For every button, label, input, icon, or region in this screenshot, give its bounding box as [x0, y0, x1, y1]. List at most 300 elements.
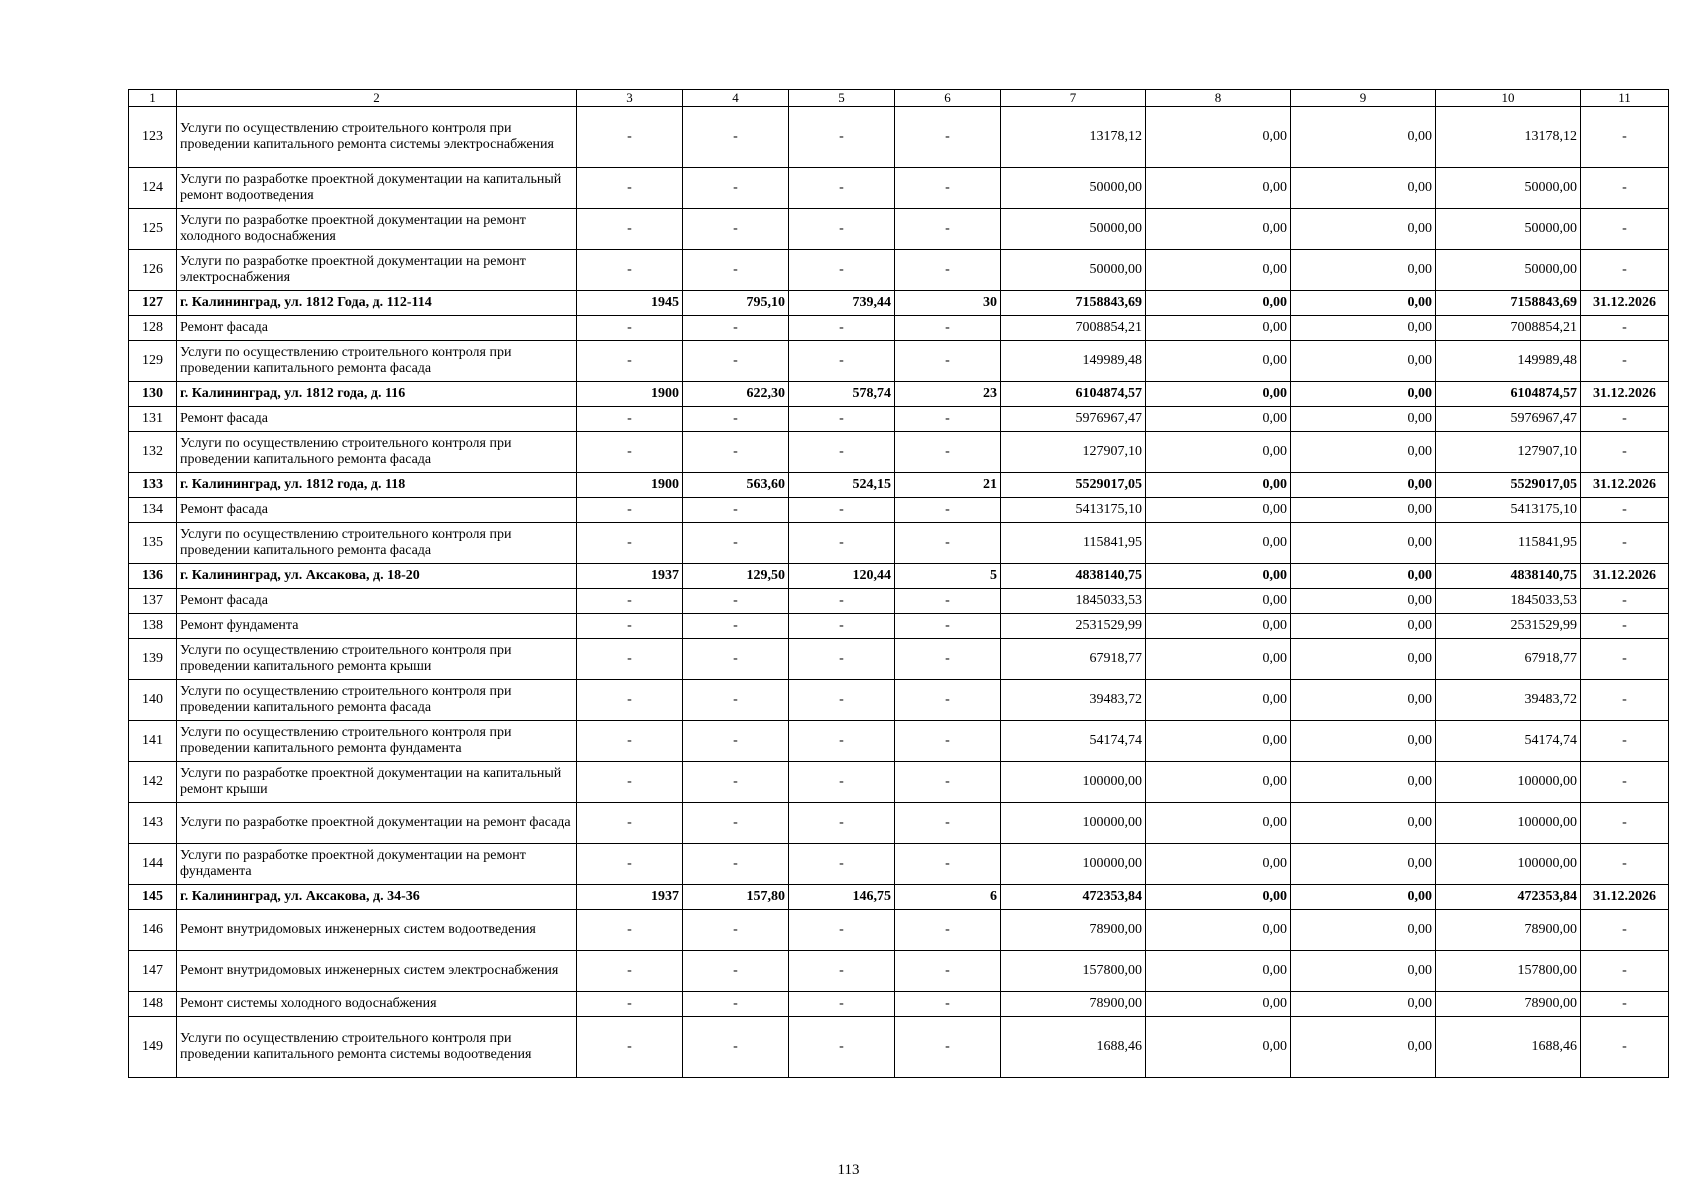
table-row: [129, 639, 1669, 680]
col9-value: 0,00: [1291, 680, 1436, 721]
col7-value: 2531529,99: [1001, 614, 1146, 639]
col7-value: 5976967,47: [1001, 407, 1146, 432]
table-row: [129, 523, 1669, 564]
col7-value: 13178,12: [1001, 107, 1146, 168]
col7-value: 7158843,69: [1001, 291, 1146, 316]
col10-value: 157800,00: [1436, 951, 1581, 992]
col8-value: 0,00: [1146, 721, 1291, 762]
col4-value: -: [683, 589, 789, 614]
row-name: Услуги по разработке проектной документации на капитальный ремонт крыши: [177, 762, 577, 803]
row-name: Ремонт фасада: [177, 498, 577, 523]
col11-value: 31.12.2026: [1581, 473, 1669, 498]
col4-value: -: [683, 639, 789, 680]
col3-value: -: [577, 316, 683, 341]
col6-value: -: [895, 316, 1001, 341]
col9-value: 0,00: [1291, 885, 1436, 910]
table-row: [129, 432, 1669, 473]
col11-value: -: [1581, 250, 1669, 291]
col10-value: 100000,00: [1436, 762, 1581, 803]
col9-value: 0,00: [1291, 407, 1436, 432]
row-name: Ремонт фасада: [177, 407, 577, 432]
row-name: Услуги по разработке проектной документации на капитальный ремонт водоотведения: [177, 168, 577, 209]
row-number: 133: [129, 473, 177, 498]
table-row: [129, 168, 1669, 209]
col4-value: 563,60: [683, 473, 789, 498]
col4-value: 795,10: [683, 291, 789, 316]
col9-value: 0,00: [1291, 432, 1436, 473]
col4-value: -: [683, 951, 789, 992]
col10-value: 78900,00: [1436, 910, 1581, 951]
col10-value: 1845033,53: [1436, 589, 1581, 614]
table-row: [129, 107, 1669, 168]
col11-value: -: [1581, 589, 1669, 614]
table-row: [129, 910, 1669, 951]
col4-value: 622,30: [683, 382, 789, 407]
row-name: Услуги по осуществлению строительного контроля при проведении капитального ремонта фасада: [177, 341, 577, 382]
col5-value: -: [789, 589, 895, 614]
col10-value: 39483,72: [1436, 680, 1581, 721]
col6-value: 30: [895, 291, 1001, 316]
row-number: 145: [129, 885, 177, 910]
col8-value: 0,00: [1146, 844, 1291, 885]
row-name: Ремонт фасада: [177, 316, 577, 341]
row-name: г. Калининград, ул. Аксакова, д. 18-20: [177, 564, 577, 589]
col8-value: 0,00: [1146, 589, 1291, 614]
row-number: 143: [129, 803, 177, 844]
col4-value: -: [683, 168, 789, 209]
col5-value: -: [789, 209, 895, 250]
col3-value: -: [577, 407, 683, 432]
column-header: 11: [1581, 90, 1669, 107]
row-number: 130: [129, 382, 177, 407]
col5-value: 578,74: [789, 382, 895, 407]
col10-value: 115841,95: [1436, 523, 1581, 564]
col9-value: 0,00: [1291, 762, 1436, 803]
col4-value: -: [683, 209, 789, 250]
col5-value: 120,44: [789, 564, 895, 589]
col10-value: 4838140,75: [1436, 564, 1581, 589]
col3-value: -: [577, 639, 683, 680]
col4-value: -: [683, 407, 789, 432]
col7-value: 39483,72: [1001, 680, 1146, 721]
col3-value: -: [577, 209, 683, 250]
row-number: 144: [129, 844, 177, 885]
column-header: 8: [1146, 90, 1291, 107]
col6-value: -: [895, 1017, 1001, 1078]
col4-value: -: [683, 432, 789, 473]
table-row: [129, 680, 1669, 721]
row-name: Ремонт системы холодного водоснабжения: [177, 992, 577, 1017]
col7-value: 157800,00: [1001, 951, 1146, 992]
col9-value: 0,00: [1291, 473, 1436, 498]
col3-value: -: [577, 762, 683, 803]
table-row: [129, 721, 1669, 762]
col11-value: -: [1581, 209, 1669, 250]
col11-value: -: [1581, 168, 1669, 209]
col8-value: 0,00: [1146, 316, 1291, 341]
col6-value: -: [895, 168, 1001, 209]
address-row: [129, 564, 1669, 589]
address-row: [129, 473, 1669, 498]
col9-value: 0,00: [1291, 291, 1436, 316]
col7-value: 4838140,75: [1001, 564, 1146, 589]
register-table-container: [128, 89, 1668, 1078]
col10-value: 472353,84: [1436, 885, 1581, 910]
column-header: 7: [1001, 90, 1146, 107]
row-number: 129: [129, 341, 177, 382]
col10-value: 127907,10: [1436, 432, 1581, 473]
col6-value: -: [895, 639, 1001, 680]
col6-value: -: [895, 250, 1001, 291]
col5-value: -: [789, 762, 895, 803]
table-row: [129, 992, 1669, 1017]
col9-value: 0,00: [1291, 614, 1436, 639]
row-number: 128: [129, 316, 177, 341]
row-number: 135: [129, 523, 177, 564]
col8-value: 0,00: [1146, 407, 1291, 432]
col8-value: 0,00: [1146, 523, 1291, 564]
col8-value: 0,00: [1146, 168, 1291, 209]
col8-value: 0,00: [1146, 614, 1291, 639]
col11-value: -: [1581, 316, 1669, 341]
col11-value: 31.12.2026: [1581, 564, 1669, 589]
row-number: 146: [129, 910, 177, 951]
col10-value: 78900,00: [1436, 992, 1581, 1017]
col11-value: 31.12.2026: [1581, 291, 1669, 316]
col8-value: 0,00: [1146, 250, 1291, 291]
col3-value: -: [577, 341, 683, 382]
col6-value: -: [895, 680, 1001, 721]
col8-value: 0,00: [1146, 910, 1291, 951]
col5-value: -: [789, 498, 895, 523]
row-name: Услуги по осуществлению строительного контроля при проведении капитального ремонта системы водоотведения: [177, 1017, 577, 1078]
col11-value: -: [1581, 721, 1669, 762]
col8-value: 0,00: [1146, 1017, 1291, 1078]
col4-value: -: [683, 844, 789, 885]
col7-value: 100000,00: [1001, 762, 1146, 803]
col10-value: 5976967,47: [1436, 407, 1581, 432]
row-number: 134: [129, 498, 177, 523]
col6-value: -: [895, 341, 1001, 382]
col3-value: -: [577, 951, 683, 992]
col11-value: -: [1581, 680, 1669, 721]
col5-value: -: [789, 721, 895, 762]
col9-value: 0,00: [1291, 316, 1436, 341]
row-number: 141: [129, 721, 177, 762]
col6-value: -: [895, 432, 1001, 473]
col5-value: -: [789, 168, 895, 209]
table-row: [129, 498, 1669, 523]
col4-value: -: [683, 803, 789, 844]
col8-value: 0,00: [1146, 803, 1291, 844]
col4-value: -: [683, 250, 789, 291]
col4-value: -: [683, 762, 789, 803]
col9-value: 0,00: [1291, 209, 1436, 250]
col7-value: 5413175,10: [1001, 498, 1146, 523]
col6-value: -: [895, 721, 1001, 762]
col4-value: -: [683, 523, 789, 564]
col9-value: 0,00: [1291, 992, 1436, 1017]
col5-value: -: [789, 951, 895, 992]
row-number: 126: [129, 250, 177, 291]
col3-value: -: [577, 680, 683, 721]
col11-value: -: [1581, 498, 1669, 523]
col6-value: -: [895, 523, 1001, 564]
row-number: 138: [129, 614, 177, 639]
col6-value: -: [895, 951, 1001, 992]
col9-value: 0,00: [1291, 382, 1436, 407]
col11-value: -: [1581, 803, 1669, 844]
col7-value: 50000,00: [1001, 209, 1146, 250]
col3-value: -: [577, 589, 683, 614]
col3-value: -: [577, 432, 683, 473]
table-row: [129, 951, 1669, 992]
col11-value: -: [1581, 639, 1669, 680]
col9-value: 0,00: [1291, 844, 1436, 885]
col7-value: 1688,46: [1001, 1017, 1146, 1078]
row-name: Услуги по разработке проектной документации на ремонт фундамента: [177, 844, 577, 885]
col9-value: 0,00: [1291, 523, 1436, 564]
column-header: 9: [1291, 90, 1436, 107]
col3-value: -: [577, 803, 683, 844]
col3-value: 1937: [577, 564, 683, 589]
row-number: 132: [129, 432, 177, 473]
col7-value: 50000,00: [1001, 250, 1146, 291]
col10-value: 67918,77: [1436, 639, 1581, 680]
col10-value: 2531529,99: [1436, 614, 1581, 639]
col5-value: -: [789, 407, 895, 432]
col5-value: -: [789, 614, 895, 639]
col5-value: -: [789, 639, 895, 680]
col5-value: -: [789, 680, 895, 721]
column-header: 1: [129, 90, 177, 107]
col11-value: -: [1581, 844, 1669, 885]
col3-value: 1900: [577, 473, 683, 498]
row-name: Ремонт внутридомовых инженерных систем электроснабжения: [177, 951, 577, 992]
row-name: Услуги по разработке проектной документации на ремонт фасада: [177, 803, 577, 844]
col3-value: -: [577, 910, 683, 951]
column-number-header-row: [129, 90, 1669, 107]
col3-value: -: [577, 250, 683, 291]
col6-value: 5: [895, 564, 1001, 589]
col3-value: 1937: [577, 885, 683, 910]
row-name: Ремонт фасада: [177, 589, 577, 614]
col6-value: -: [895, 589, 1001, 614]
col9-value: 0,00: [1291, 107, 1436, 168]
table-row: [129, 1017, 1669, 1078]
row-number: 127: [129, 291, 177, 316]
row-name: Услуги по разработке проектной документации на ремонт электроснабжения: [177, 250, 577, 291]
table-row: [129, 209, 1669, 250]
col7-value: 78900,00: [1001, 910, 1146, 951]
col7-value: 100000,00: [1001, 844, 1146, 885]
table-row: [129, 316, 1669, 341]
col6-value: 23: [895, 382, 1001, 407]
col8-value: 0,00: [1146, 107, 1291, 168]
col11-value: -: [1581, 341, 1669, 382]
col5-value: -: [789, 250, 895, 291]
col5-value: 739,44: [789, 291, 895, 316]
row-name: Услуги по осуществлению строительного контроля при проведении капитального ремонта фасада: [177, 523, 577, 564]
col5-value: -: [789, 910, 895, 951]
col9-value: 0,00: [1291, 589, 1436, 614]
address-row: [129, 291, 1669, 316]
row-number: 149: [129, 1017, 177, 1078]
col6-value: -: [895, 614, 1001, 639]
col10-value: 54174,74: [1436, 721, 1581, 762]
col7-value: 50000,00: [1001, 168, 1146, 209]
row-name: г. Калининград, ул. Аксакова, д. 34-36: [177, 885, 577, 910]
col10-value: 50000,00: [1436, 250, 1581, 291]
col7-value: 100000,00: [1001, 803, 1146, 844]
col4-value: -: [683, 498, 789, 523]
col8-value: 0,00: [1146, 951, 1291, 992]
row-number: 124: [129, 168, 177, 209]
col10-value: 100000,00: [1436, 803, 1581, 844]
col6-value: -: [895, 803, 1001, 844]
col10-value: 7008854,21: [1436, 316, 1581, 341]
col4-value: -: [683, 1017, 789, 1078]
col3-value: -: [577, 1017, 683, 1078]
row-name: г. Калининград, ул. 1812 года, д. 116: [177, 382, 577, 407]
col5-value: -: [789, 107, 895, 168]
col7-value: 127907,10: [1001, 432, 1146, 473]
col3-value: -: [577, 992, 683, 1017]
col8-value: 0,00: [1146, 291, 1291, 316]
table-body: [129, 107, 1669, 1078]
col8-value: 0,00: [1146, 680, 1291, 721]
col7-value: 115841,95: [1001, 523, 1146, 564]
col6-value: 6: [895, 885, 1001, 910]
col6-value: 21: [895, 473, 1001, 498]
col9-value: 0,00: [1291, 910, 1436, 951]
col11-value: -: [1581, 951, 1669, 992]
col4-value: -: [683, 910, 789, 951]
row-number: 142: [129, 762, 177, 803]
table-row: [129, 762, 1669, 803]
col11-value: -: [1581, 1017, 1669, 1078]
col9-value: 0,00: [1291, 341, 1436, 382]
col11-value: -: [1581, 523, 1669, 564]
col3-value: -: [577, 721, 683, 762]
col11-value: -: [1581, 614, 1669, 639]
column-header: 10: [1436, 90, 1581, 107]
register-table: [128, 89, 1669, 1078]
table-row: [129, 589, 1669, 614]
col8-value: 0,00: [1146, 762, 1291, 803]
col4-value: -: [683, 992, 789, 1017]
row-number: 148: [129, 992, 177, 1017]
col6-value: -: [895, 407, 1001, 432]
col5-value: 524,15: [789, 473, 895, 498]
col5-value: -: [789, 992, 895, 1017]
col5-value: -: [789, 341, 895, 382]
col9-value: 0,00: [1291, 498, 1436, 523]
col5-value: 146,75: [789, 885, 895, 910]
col4-value: -: [683, 680, 789, 721]
col10-value: 7158843,69: [1436, 291, 1581, 316]
col3-value: -: [577, 523, 683, 564]
col11-value: -: [1581, 992, 1669, 1017]
col11-value: -: [1581, 762, 1669, 803]
col10-value: 1688,46: [1436, 1017, 1581, 1078]
col5-value: -: [789, 316, 895, 341]
col4-value: -: [683, 107, 789, 168]
col8-value: 0,00: [1146, 432, 1291, 473]
row-number: 147: [129, 951, 177, 992]
column-header: 3: [577, 90, 683, 107]
col4-value: -: [683, 316, 789, 341]
row-number: 136: [129, 564, 177, 589]
col8-value: 0,00: [1146, 473, 1291, 498]
row-number: 123: [129, 107, 177, 168]
row-name: г. Калининград, ул. 1812 Года, д. 112-114: [177, 291, 577, 316]
col10-value: 100000,00: [1436, 844, 1581, 885]
col9-value: 0,00: [1291, 250, 1436, 291]
col9-value: 0,00: [1291, 951, 1436, 992]
col4-value: -: [683, 341, 789, 382]
col9-value: 0,00: [1291, 803, 1436, 844]
row-name: Услуги по разработке проектной документации на ремонт холодного водоснабжения: [177, 209, 577, 250]
col6-value: -: [895, 762, 1001, 803]
col8-value: 0,00: [1146, 992, 1291, 1017]
col5-value: -: [789, 803, 895, 844]
col9-value: 0,00: [1291, 1017, 1436, 1078]
col3-value: -: [577, 844, 683, 885]
row-number: 139: [129, 639, 177, 680]
row-name: Ремонт внутридомовых инженерных систем водоотведения: [177, 910, 577, 951]
col4-value: 157,80: [683, 885, 789, 910]
col8-value: 0,00: [1146, 341, 1291, 382]
row-name: Услуги по осуществлению строительного контроля при проведении капитального ремонта системы электроснабжения: [177, 107, 577, 168]
col7-value: 7008854,21: [1001, 316, 1146, 341]
row-number: 125: [129, 209, 177, 250]
col8-value: 0,00: [1146, 382, 1291, 407]
column-header: 5: [789, 90, 895, 107]
address-row: [129, 885, 1669, 910]
col10-value: 13178,12: [1436, 107, 1581, 168]
col6-value: -: [895, 910, 1001, 951]
col11-value: -: [1581, 107, 1669, 168]
col5-value: -: [789, 1017, 895, 1078]
column-header: 4: [683, 90, 789, 107]
col10-value: 5413175,10: [1436, 498, 1581, 523]
row-name: Услуги по осуществлению строительного контроля при проведении капитального ремонта фундамента: [177, 721, 577, 762]
column-header: 6: [895, 90, 1001, 107]
col11-value: 31.12.2026: [1581, 885, 1669, 910]
row-name: Услуги по осуществлению строительного контроля при проведении капитального ремонта крыши: [177, 639, 577, 680]
col10-value: 6104874,57: [1436, 382, 1581, 407]
col3-value: -: [577, 107, 683, 168]
col5-value: -: [789, 523, 895, 564]
col11-value: 31.12.2026: [1581, 382, 1669, 407]
col11-value: -: [1581, 432, 1669, 473]
row-number: 131: [129, 407, 177, 432]
col3-value: -: [577, 168, 683, 209]
col7-value: 6104874,57: [1001, 382, 1146, 407]
col6-value: -: [895, 498, 1001, 523]
col6-value: -: [895, 844, 1001, 885]
col4-value: -: [683, 614, 789, 639]
col7-value: 1845033,53: [1001, 589, 1146, 614]
col7-value: 5529017,05: [1001, 473, 1146, 498]
row-name: г. Калининград, ул. 1812 года, д. 118: [177, 473, 577, 498]
col3-value: -: [577, 498, 683, 523]
table-row: [129, 614, 1669, 639]
table-row: [129, 341, 1669, 382]
col5-value: -: [789, 432, 895, 473]
col7-value: 78900,00: [1001, 992, 1146, 1017]
